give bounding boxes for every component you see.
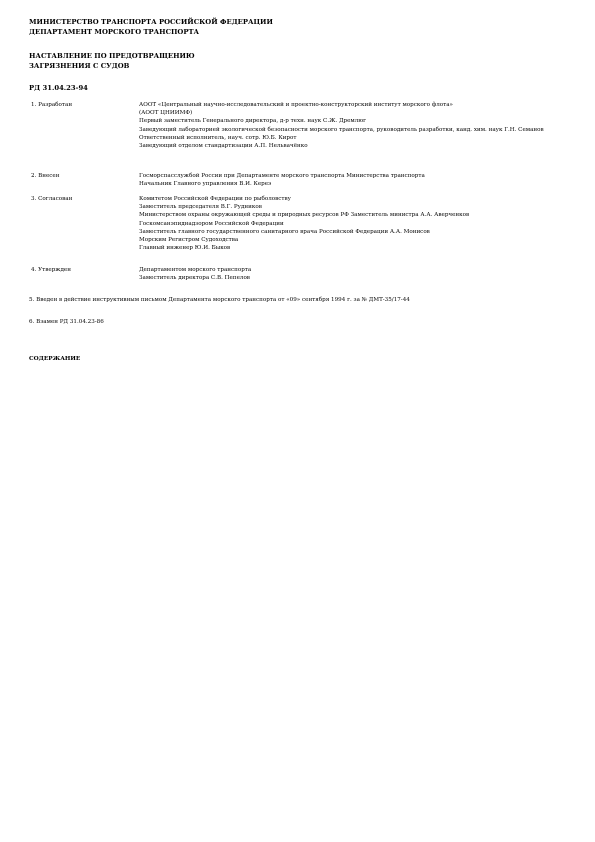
contents-heading: СОДЕРЖАНИЕ	[29, 356, 81, 362]
info-line: Заведующий отделом стандартизации А.П. Нельвачёнко	[139, 143, 308, 150]
info-line: Заведующий лабораторией экологической безопасности морского транспорта, руководитель разработки, канд. хим. наук Г.Н. Семанов	[139, 126, 544, 133]
info-row-label: 1. Разработан	[31, 102, 73, 108]
info-line: Госморспасслужбой России при Департаменте морского транспорта Министерства транспорта	[139, 173, 425, 179]
note-enacted: 5. Введен в действие инструктивным письмом Департамента морского транспорта от «09» сентября 1994 г. за № ДМТ-35/17-44	[29, 297, 410, 303]
info-row-value	[139, 195, 569, 252]
info-row-value	[139, 266, 569, 282]
info-line: Главный инженер Ю.И. Быков	[139, 245, 231, 252]
info-line: Заместитель директора С.В. Пепелов	[139, 275, 250, 282]
info-line: Заместитель главного государственного санитарного врача Российской Федерации А.А. Монисов	[139, 228, 430, 235]
info-line: Госкомсанэпиднадзором Российской Федерации	[139, 220, 284, 227]
document-title-line1: НАСТАВЛЕНИЕ ПО ПРЕДОТВРАЩЕНИЮ	[29, 52, 195, 60]
info-line: Первый заместитель Генерального директора, д-р техн. наук С.Ж. Дремлюг	[139, 118, 367, 125]
department-heading: ДЕПАРТАМЕНТ МОРСКОГО ТРАНСПОРТА	[29, 28, 200, 36]
document-title-line2: ЗАГРЯЗНЕНИЯ С СУДОВ	[29, 62, 130, 70]
info-line: (АООТ ЦНИИМФ)	[139, 110, 193, 117]
info-row-label: 2. Внесен	[31, 173, 60, 179]
info-line: Начальник Главного управления В.И. Кереэ	[139, 181, 272, 188]
document-code: РД 31.04.23-94	[29, 84, 88, 92]
info-line: Департаментом морского транспорта	[139, 267, 252, 273]
info-line: Морским Регистром Судоходства	[139, 237, 239, 244]
ministry-heading: МИНИСТЕРСТВО ТРАНСПОРТА РОССИЙСКОЙ ФЕДЕРАЦИИ	[29, 18, 273, 26]
info-row-value	[139, 172, 569, 188]
info-line: Ответственный исполнитель, науч. сотр. Ю.Б. Кирот	[139, 134, 297, 141]
info-row-label: 4. Утвержден	[31, 267, 71, 273]
info-row-value	[139, 101, 569, 150]
info-line: Заместитель председателя В.Г. Рудников	[139, 204, 262, 211]
note-replaces: 6. Взамен РД 31.04.23-86	[29, 319, 104, 325]
info-line: АООТ «Центральный научно-исследовательский и проектно-конструкторский институт морского флота»	[139, 102, 453, 108]
info-row-label: 3. Согласован	[31, 196, 73, 202]
info-line: Министерством охраны окружающей среды и природных ресурсов РФ Заместитель министра А.А. Аверченков	[139, 212, 470, 219]
info-line: Комитетом Российской Федерации по рыболовству	[139, 196, 291, 202]
